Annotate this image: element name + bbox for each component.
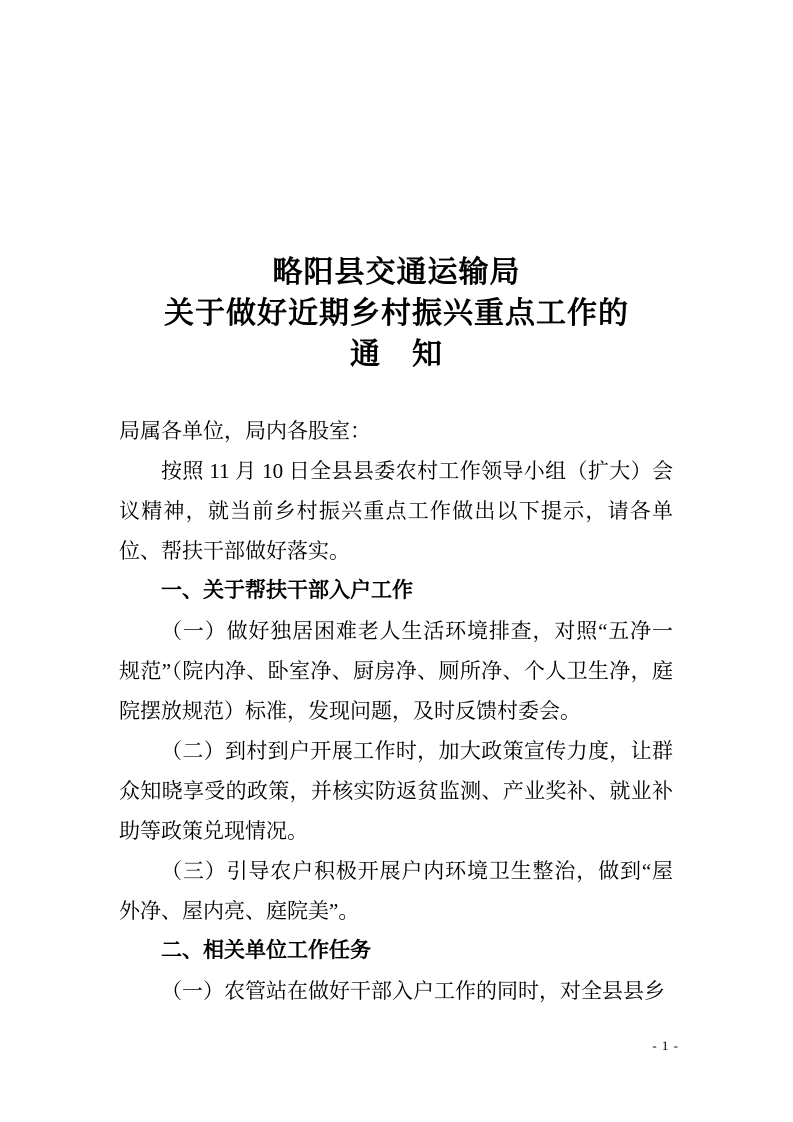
document-title (0, 252, 793, 375)
title-line-subject: 关于做好近期乡村振兴重点工作的 (164, 297, 629, 330)
section-heading: 二、相关单位工作任务 (161, 939, 371, 962)
paragraph: 局属各单位，局内各股室： (119, 419, 371, 443)
paragraph: （一）做好独居困难老人生活环境排查，对照“五净一规范”（院内净、卧室净、厨房净、厕所净、个人卫生净，庭院摆放规范）标准，发现问题，及时反馈村委会。 (119, 619, 673, 723)
paragraph: （一）农管站在做好干部入户工作的同时，对全县县乡 (161, 979, 665, 1003)
title-line-doctype: 通 知 (350, 338, 443, 371)
section-heading: 一、关于帮扶干部入户工作 (161, 579, 413, 602)
paragraph: （三）引导农户积极开展户内环境卫生整治，做到“屋外净、屋内亮、庭院美”。 (119, 859, 673, 923)
paragraph: 按照 11 月 10 日全县县委农村工作领导小组（扩大）会议精神，就当前乡村振兴重点工作做出以下提示，请各单位、帮扶干部做好落实。 (119, 459, 673, 563)
document-body (119, 411, 673, 1011)
paragraph: （二）到村到户开展工作时，加大政策宣传力度，让群众知晓享受的政策，并核实防返贫监测、产业奖补、就业补助等政策兑现情况。 (119, 739, 673, 843)
page-number: - 1 - (652, 1038, 679, 1053)
title-line-issuer: 略阳县交通运输局 (272, 256, 521, 289)
